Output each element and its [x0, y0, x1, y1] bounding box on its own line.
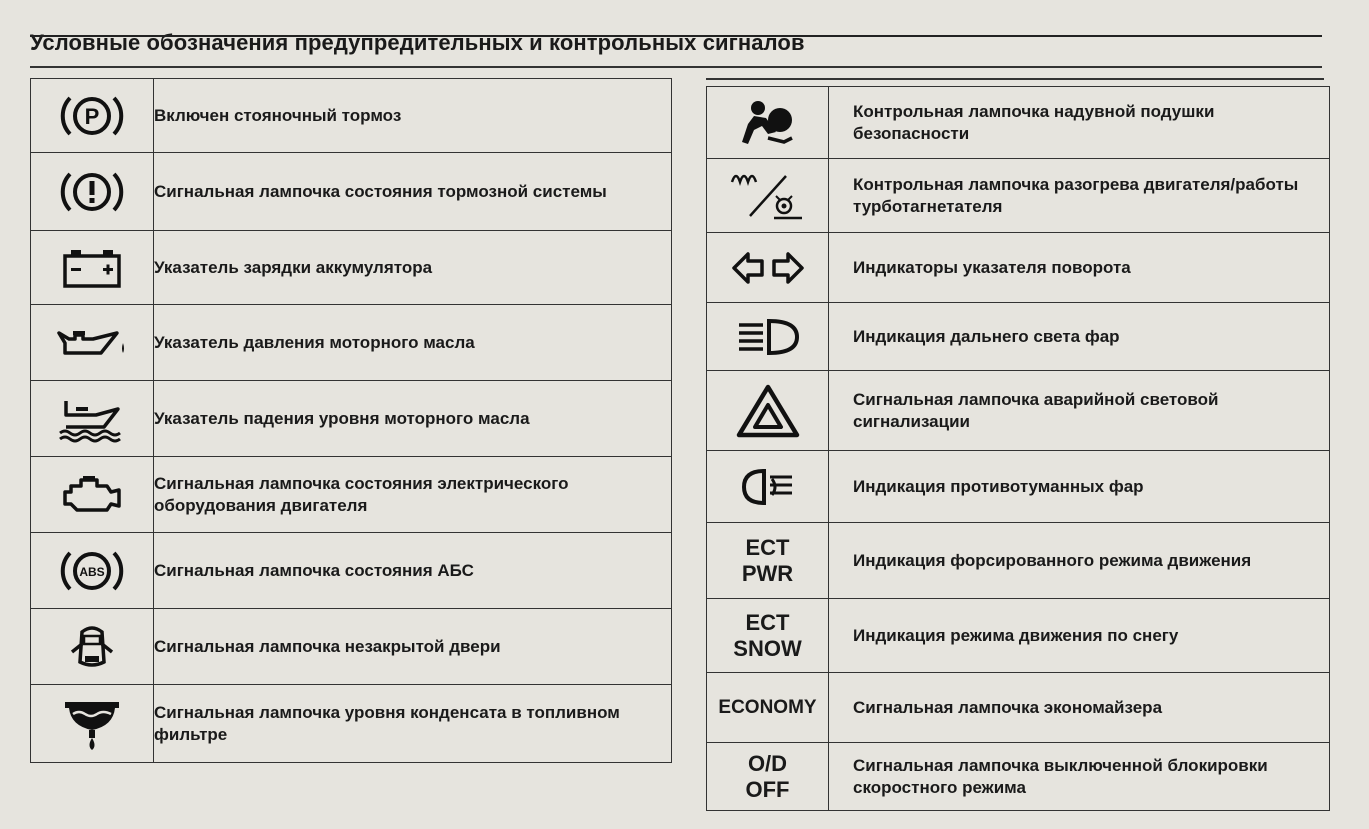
glow-plug-turbo-icon: [707, 166, 828, 226]
table-row: [31, 79, 672, 153]
abs-icon: [31, 546, 153, 596]
table-row: [707, 233, 1330, 303]
legend-text: Сигнальная лампочка экономайзера: [829, 673, 1330, 743]
parking-brake-icon: [31, 91, 153, 141]
left-legend-table: [30, 78, 672, 763]
table-row: [31, 609, 672, 685]
od-off-icon: [707, 751, 828, 803]
brake-system-icon: [31, 167, 153, 217]
icon-label: O/D: [747, 750, 788, 776]
table-row: [707, 743, 1330, 811]
legend-text: Сигнальная лампочка незакрытой двери: [154, 609, 672, 685]
legend-text: Индикация противотуманных фар: [829, 451, 1330, 523]
svg-text:ABS: ABS: [79, 564, 105, 579]
top-rule: [30, 35, 1322, 37]
legend-text: Включен стояночный тормоз: [154, 79, 672, 153]
legend-text: Указатель давления моторного масла: [154, 305, 672, 381]
ect-snow-icon: [707, 610, 828, 662]
airbag-icon: [707, 98, 828, 148]
table-row: [707, 371, 1330, 451]
legend-text: Указатель падения уровня моторного масла: [154, 381, 672, 457]
economy-icon: [707, 695, 828, 721]
legend-text: Сигнальная лампочка состояния электрического оборудования двигателя: [154, 457, 672, 533]
right-legend-table: [706, 86, 1330, 811]
legend-text: Сигнальная лампочка аварийной световой сигнализации: [829, 371, 1330, 451]
legend-text: Сигнальная лампочка состояния тормозной системы: [154, 153, 672, 231]
svg-text:P: P: [84, 103, 100, 129]
table-row: [707, 599, 1330, 673]
icon-label: ECT: [745, 609, 790, 635]
title-underline: [30, 66, 1322, 68]
legend-text: Контрольная лампочка разогрева двигателя/работы турботагнетателя: [829, 159, 1330, 233]
table-row: [31, 231, 672, 305]
legend-text: Сигнальная лампочка состояния АБС: [154, 533, 672, 609]
icon-label: OFF: [745, 776, 790, 802]
icon-label: PWR: [741, 560, 794, 586]
door-open-icon: [31, 622, 153, 672]
legend-text: Индикация дальнего света фар: [829, 303, 1330, 371]
table-row: [31, 381, 672, 457]
legend-text: Индикаторы указателя поворота: [829, 233, 1330, 303]
table-row: [707, 87, 1330, 159]
legend-text: Индикация режима движения по снегу: [829, 599, 1330, 673]
table-row: [31, 153, 672, 231]
table-row: [707, 451, 1330, 523]
table-row: [707, 303, 1330, 371]
battery-icon: [31, 246, 153, 290]
fuel-filter-water-icon: [31, 696, 153, 752]
table-row: [31, 533, 672, 609]
icon-label: ECT: [745, 534, 790, 560]
table-row: [31, 685, 672, 763]
legend-text: Сигнальная лампочка выключенной блокировки скоростного режима: [829, 743, 1330, 811]
turn-signal-icon: [707, 248, 828, 288]
oil-pressure-icon: [31, 323, 153, 363]
legend-text: Указатель зарядки аккумулятора: [154, 231, 672, 305]
icon-label: SNOW: [733, 635, 802, 661]
oil-level-icon: [31, 395, 153, 443]
table-row: [31, 457, 672, 533]
right-table-top-rule: [706, 78, 1324, 80]
table-row: [31, 305, 672, 381]
table-row: [707, 159, 1330, 233]
ect-pwr-icon: [707, 535, 828, 587]
legend-text: Контрольная лампочка надувной подушки безопасности: [829, 87, 1330, 159]
table-row: [707, 673, 1330, 743]
table-row: [707, 523, 1330, 599]
check-engine-icon: [31, 472, 153, 518]
high-beam-icon: [707, 315, 828, 359]
legend-text: Индикация форсированного режима движения: [829, 523, 1330, 599]
hazard-icon: [707, 383, 828, 439]
page-title: Условные обозначения предупредительных и контрольных сигналов: [30, 30, 805, 55]
icon-label: ECONOMY: [718, 696, 817, 718]
legend-text: Сигнальная лампочка уровня конденсата в топливном фильтре: [154, 685, 672, 763]
fog-light-icon: [707, 465, 828, 509]
